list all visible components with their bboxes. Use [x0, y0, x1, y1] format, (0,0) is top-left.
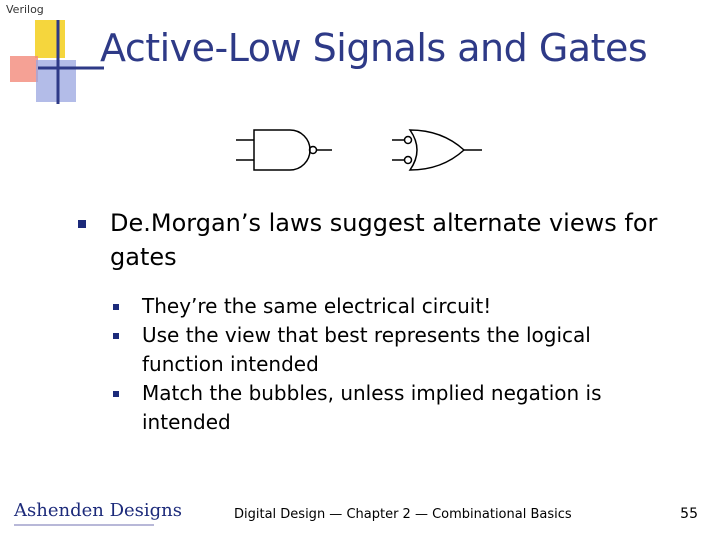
sub-bullet-item [110, 292, 678, 321]
slide-title: Active-Low Signals and Gates [100, 26, 648, 70]
gate-diagram [232, 124, 492, 176]
sub-bullet-marker [113, 391, 119, 397]
sub-bullet-text: Use the view that best represents the logical function intended [142, 323, 591, 376]
bullet-list [78, 206, 678, 437]
bullet-item [78, 206, 678, 274]
nand-gate-icon [236, 130, 332, 170]
logo-text: Ashenden Designs [14, 500, 182, 521]
footer-text: Digital Design — Chapter 2 — Combinational Basics [234, 507, 572, 522]
sub-bullet-item [110, 379, 678, 437]
sub-bullet-text: They’re the same electrical circuit! [142, 294, 492, 318]
bullet-text: De.Morgan’s laws suggest alternate views for gates [110, 209, 658, 271]
sub-bullet-text: Match the bubbles, unless implied negation is intended [142, 381, 602, 434]
sub-bullet-list [110, 292, 678, 437]
bullet-marker [78, 220, 86, 228]
publisher-logo [14, 500, 182, 521]
decorative-logo-graphic [0, 20, 110, 110]
deck-label: Verilog [6, 3, 44, 16]
sub-bullet-marker [113, 304, 119, 310]
page-number: 55 [680, 506, 698, 522]
sub-bullet-item [110, 321, 678, 379]
sub-bullet-marker [113, 333, 119, 339]
logo-underline [14, 524, 154, 526]
or-gate-with-inverted-inputs-icon [392, 130, 482, 170]
